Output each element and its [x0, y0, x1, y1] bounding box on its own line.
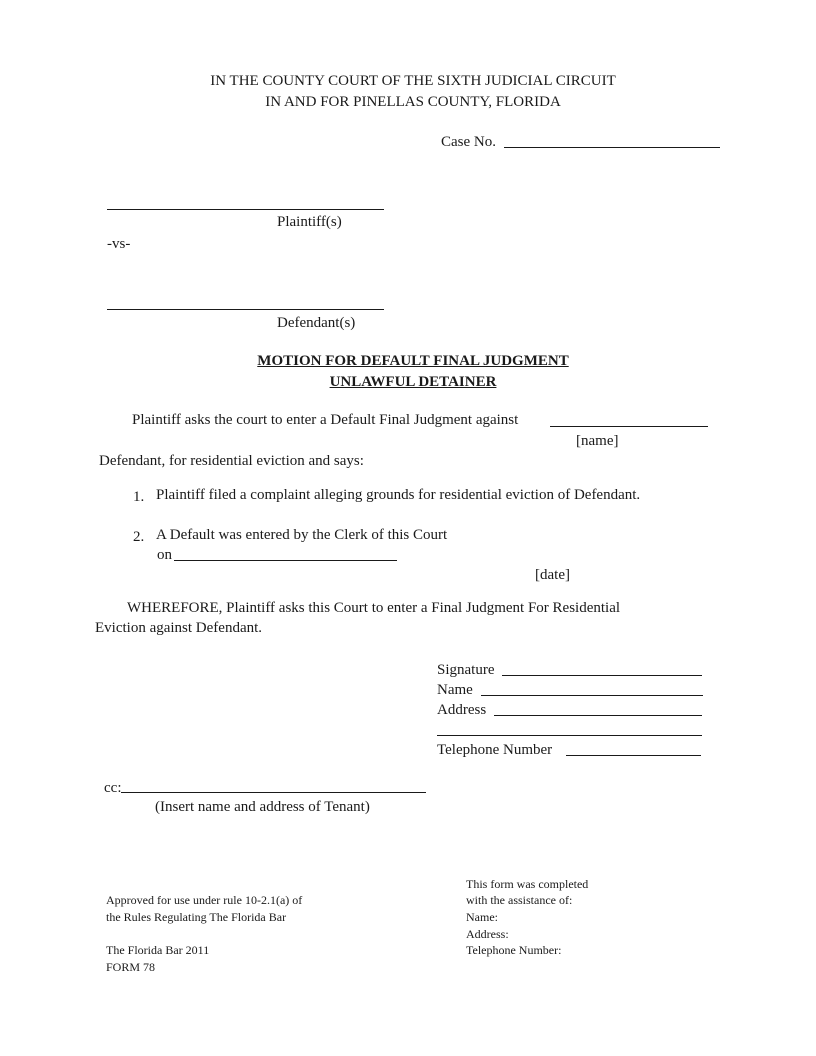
date-hint: [date] — [535, 567, 570, 583]
intro-continuation: Defendant, for residential eviction and says: — [99, 453, 364, 469]
defendant-name-field[interactable] — [107, 309, 384, 310]
on-label: on — [157, 547, 172, 563]
form-number: FORM 78 — [106, 960, 156, 974]
address-label: Address — [437, 702, 487, 718]
court-heading-line1: IN THE COUNTY COURT OF THE SIXTH JUDICIAL CIRCUIT — [210, 73, 616, 89]
defendant-name-blank[interactable] — [550, 426, 708, 427]
cc-field[interactable] — [121, 792, 426, 793]
address-field[interactable] — [494, 715, 702, 716]
item-text: Plaintiff filed a complaint alleging grounds for residential eviction of Defendant. — [156, 487, 641, 503]
item-number: 1. — [133, 489, 145, 505]
name-hint: [name] — [576, 433, 619, 449]
wherefore-line1: WHEREFORE, Plaintiff asks this Court to enter a Final Judgment For Residential — [127, 600, 621, 616]
item-number: 2. — [133, 529, 145, 545]
intro-text: Plaintiff asks the court to enter a Default Final Judgment against — [132, 412, 519, 428]
signature-field[interactable] — [502, 675, 702, 676]
assist-name: Name: — [466, 910, 498, 924]
bar-year: The Florida Bar 2011 — [106, 943, 210, 957]
versus-label: -vs- — [107, 236, 131, 252]
cc-hint: (Insert name and address of Tenant) — [155, 799, 370, 815]
approved-line2: the Rules Regulating The Florida Bar — [106, 910, 287, 924]
plaintiff-name-field[interactable] — [107, 209, 384, 210]
defendant-label: Defendant(s) — [277, 315, 356, 331]
signature-label: Signature — [437, 662, 495, 678]
court-heading-line2: IN AND FOR PINELLAS COUNTY, FLORIDA — [265, 94, 561, 110]
approved-line1: Approved for use under rule 10-2.1(a) of — [106, 893, 303, 907]
cc-label: cc: — [104, 780, 122, 796]
telephone-label: Telephone Number — [437, 742, 553, 758]
motion-title-line2: UNLAWFUL DETAINER — [329, 374, 497, 390]
case-no-label: Case No. — [441, 134, 496, 150]
assist-address: Address: — [466, 927, 509, 941]
assist-telephone: Telephone Number: — [466, 943, 562, 957]
plaintiff-label: Plaintiff(s) — [277, 214, 342, 230]
item-text: A Default was entered by the Clerk of this Court — [156, 527, 448, 543]
case-no-field[interactable] — [504, 147, 720, 148]
wherefore-line2: Eviction against Defendant. — [95, 620, 263, 636]
motion-title-line1: MOTION FOR DEFAULT FINAL JUDGMENT — [257, 353, 569, 369]
telephone-field[interactable] — [566, 755, 701, 756]
assist-line1: This form was completed — [466, 877, 589, 891]
name-label: Name — [437, 682, 473, 698]
name-field[interactable] — [481, 695, 703, 696]
default-date-blank[interactable] — [174, 560, 397, 561]
assist-line2: with the assistance of: — [466, 893, 573, 907]
address-field-line2[interactable] — [437, 735, 702, 736]
